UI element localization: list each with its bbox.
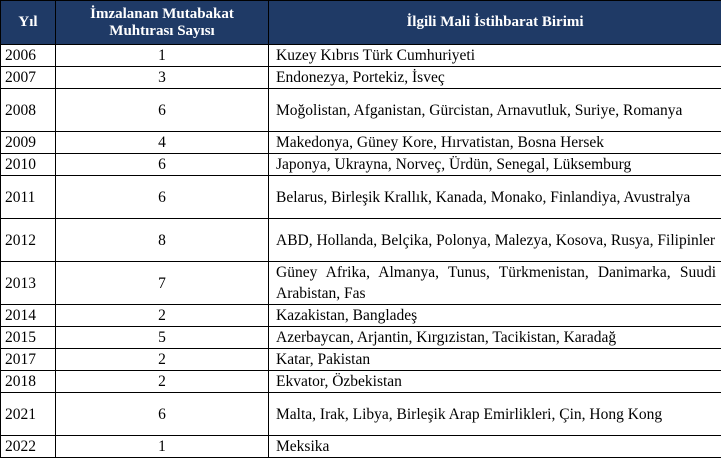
count-cell: 6 — [56, 89, 269, 132]
year-cell: 2015 — [1, 327, 56, 349]
countries-cell: Meksika — [269, 436, 721, 458]
countries-cell: Kuzey Kıbrıs Türk Cumhuriyeti — [269, 45, 721, 67]
countries-cell: Katar, Pakistan — [269, 349, 721, 371]
table-row — [1, 349, 721, 371]
count-cell: 6 — [56, 176, 269, 219]
countries-cell: Kazakistan, Bangladeş — [269, 305, 721, 327]
year-cell: 2010 — [1, 154, 56, 176]
count-cell: 2 — [56, 305, 269, 327]
table-row — [1, 327, 721, 349]
table-row — [1, 132, 721, 154]
count-cell: 5 — [56, 327, 269, 349]
table-row — [1, 393, 721, 436]
table-row — [1, 176, 721, 219]
year-cell: 2014 — [1, 305, 56, 327]
table-row — [1, 154, 721, 176]
count-cell: 1 — [56, 436, 269, 458]
table-row — [1, 219, 721, 262]
count-cell: 6 — [56, 154, 269, 176]
table-row — [1, 45, 721, 67]
countries-cell: ABD, Hollanda, Belçika, Polonya, Malezya, Kosova, Rusya, Filipinler — [269, 219, 721, 262]
count-cell: 2 — [56, 349, 269, 371]
table-row — [1, 67, 721, 89]
year-cell: 2021 — [1, 393, 56, 436]
year-cell: 2007 — [1, 67, 56, 89]
count-cell: 8 — [56, 219, 269, 262]
count-cell: 3 — [56, 67, 269, 89]
countries-cell: Belarus, Birleşik Krallık, Kanada, Monako, Finlandiya, Avustralya — [269, 176, 721, 219]
table-row — [1, 262, 721, 305]
countries-cell: Endonezya, Portekiz, İsveç — [269, 67, 721, 89]
table-body — [1, 45, 721, 458]
count-cell: 6 — [56, 393, 269, 436]
countries-cell: Malta, Irak, Libya, Birleşik Arap Emirlikleri, Çin, Hong Kong — [269, 393, 721, 436]
count-cell: 4 — [56, 132, 269, 154]
table-row — [1, 436, 721, 458]
year-cell: 2017 — [1, 349, 56, 371]
count-cell: 7 — [56, 262, 269, 305]
table-row — [1, 371, 721, 393]
year-cell: 2018 — [1, 371, 56, 393]
table-row — [1, 89, 721, 132]
countries-cell: Güney Afrika, Almanya, Tunus, Türkmenistan, Danimarka, Suudi Arabistan, Fas — [269, 262, 721, 305]
header-year: Yıl — [1, 1, 56, 45]
countries-cell: Moğolistan, Afganistan, Gürcistan, Arnavutluk, Suriye, Romanya — [269, 89, 721, 132]
year-cell: 2022 — [1, 436, 56, 458]
header-count: İmzalanan Mutabakat Muhtırası Sayısı — [56, 1, 269, 45]
year-cell: 2009 — [1, 132, 56, 154]
countries-cell: Ekvator, Özbekistan — [269, 371, 721, 393]
countries-cell: Azerbaycan, Arjantin, Kırgızistan, Tacikistan, Karadağ — [269, 327, 721, 349]
count-cell: 1 — [56, 45, 269, 67]
year-cell: 2012 — [1, 219, 56, 262]
year-cell: 2013 — [1, 262, 56, 305]
header-countries: İlgili Mali İstihbarat Birimi — [269, 1, 721, 45]
year-cell: 2011 — [1, 176, 56, 219]
table-row — [1, 305, 721, 327]
header-row — [1, 1, 721, 45]
table-header — [1, 1, 721, 45]
year-cell: 2008 — [1, 89, 56, 132]
countries-cell: Makedonya, Güney Kore, Hırvatistan, Bosna Hersek — [269, 132, 721, 154]
countries-cell: Japonya, Ukrayna, Norveç, Ürdün, Senegal, Lüksemburg — [269, 154, 721, 176]
year-cell: 2006 — [1, 45, 56, 67]
count-cell: 2 — [56, 371, 269, 393]
